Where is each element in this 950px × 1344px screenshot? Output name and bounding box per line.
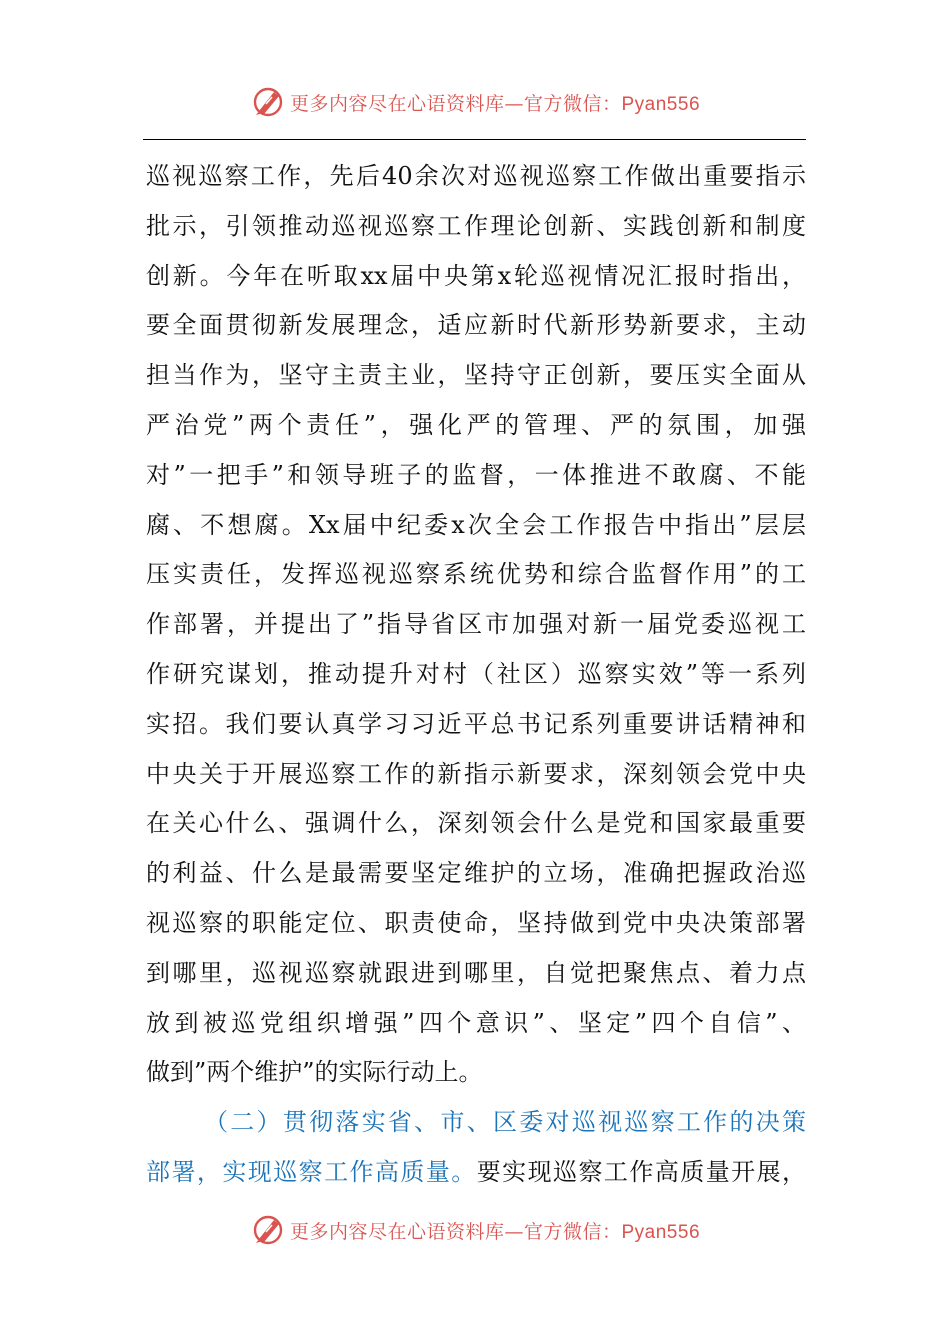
section-body-start: 要实现巡察工作高质量开展， [476, 1157, 807, 1186]
paragraph-line: 作研究谋划，推动提升对村（社区）巡察实效”等一系列 [146, 659, 806, 688]
paragraph-line: 担当作为，坚守主责主业，坚持守正创新，要压实全面从 [146, 361, 806, 390]
footer-banner [0, 1210, 950, 1250]
header-banner [0, 82, 950, 122]
section-heading-continued [146, 1148, 806, 1198]
paragraph-line: 批示，引领推动巡视巡察工作理论创新、实践创新和制度 [146, 211, 806, 240]
paragraph-line: 在关心什么、强调什么，深刻领会什么是党和国家最重要 [146, 809, 806, 838]
paragraph-line: 腐、不想腐。Xx届中纪委x次全会工作报告中指出”层层 [146, 510, 806, 539]
paragraph-line: 巡视巡察工作，先后40余次对巡视巡察工作做出重要指示 [146, 162, 806, 190]
banner-text: 更多内容尽在心语资料库—官方微信：Pyan556 [289, 1220, 701, 1243]
paragraph-line: 要全面贯彻新发展理念，适应新时代新形势新要求，主动 [146, 311, 806, 340]
paragraph-line: 严治党”两个责任”，强化严的管理、严的氛围，加强 [146, 410, 806, 439]
paragraph-line: 放到被巡党组织增强”四个意识”、坚定”四个自信”、 [146, 1008, 806, 1037]
document-body [146, 152, 806, 1198]
paragraph-line: 作部署，并提出了”指导省区市加强对新一届党委巡视工 [146, 610, 806, 639]
paragraph-line: 到哪里，巡视巡察就跟进到哪里，自觉把聚焦点、着力点 [146, 958, 806, 987]
paragraph-line: 对”一把手”和领导班子的监督，一体推进不敢腐、不能 [146, 460, 806, 489]
paragraph-line: 视巡察的职能定位、职责使命，坚持做到党中央决策部署 [146, 908, 806, 937]
paragraph-line: 压实责任，发挥巡视巡察系统优势和综合监督作用”的工 [146, 560, 806, 589]
paragraph-line: 实招。我们要认真学习习近平总书记系列重要讲话精神和 [146, 709, 806, 738]
paragraph-line: 创新。今年在听取xx届中央第x轮巡视情况汇报时指出， [146, 261, 806, 290]
paragraph-line: 的利益、什么是最需要坚定维护的立场，准确把握政治巡 [146, 859, 806, 888]
pen-logo-icon [250, 1212, 286, 1248]
pen-logo-icon [250, 84, 286, 120]
header-divider [143, 139, 806, 140]
paragraph-line: 中央关于开展巡察工作的新指示新要求，深刻领会党中央 [146, 759, 806, 788]
section-heading: （二）贯彻落实省、市、区委对巡视巡察工作的决策 [204, 1108, 806, 1137]
section-heading-tail: 部署，实现巡察工作高质量。 [146, 1157, 477, 1186]
banner-text: 更多内容尽在心语资料库—官方微信：Pyan556 [289, 92, 701, 115]
paragraph-line: 做到”两个维护”的实际行动上。 [146, 1058, 483, 1087]
